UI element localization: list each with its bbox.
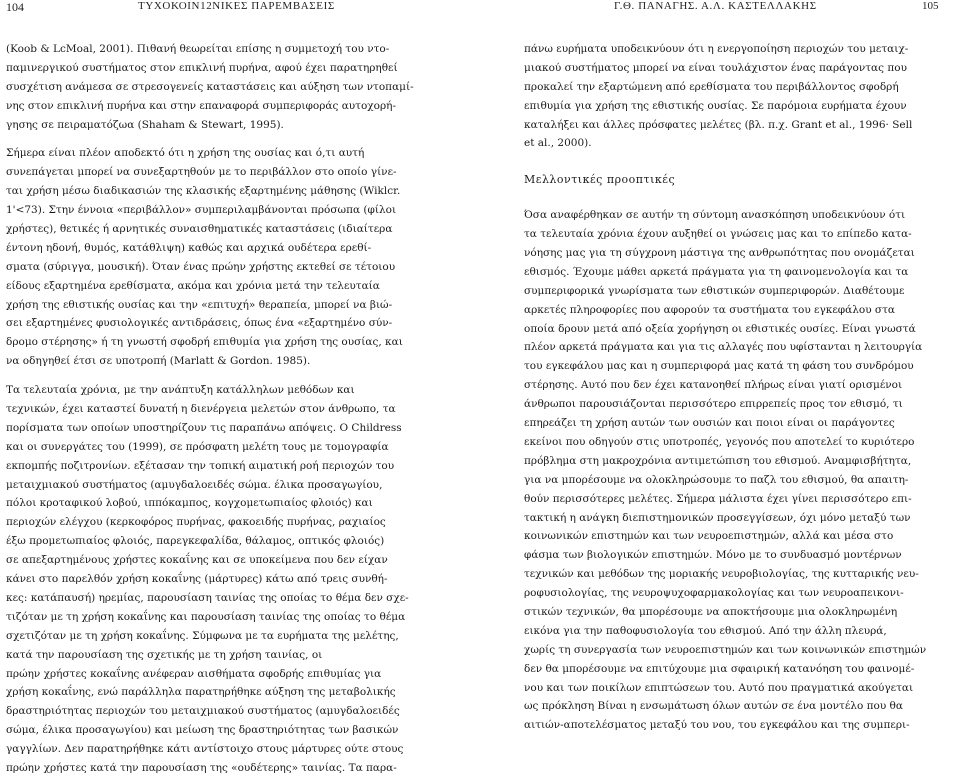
text-line: οποία δρουν μετά από οξεία χορήγηση οι εθιστικές ουσίες. Είναι γνωστά: [524, 322, 916, 335]
running-header: [0, 0, 960, 18]
paragraph: [524, 206, 954, 735]
text-line: στέρησης. Αυτό που δεν έχει κατανοηθεί πλήρως είναι γιατί ορισμένοι: [524, 379, 903, 392]
text-line: πλέον αρκετά πράγματα και για τις αλλαγές που υφίστανται η λειτουργία: [524, 341, 923, 354]
text-line: και οι συνεργάτες του (1999), σε πρόσφατη μελέτη τους με τομογραφία: [6, 440, 389, 453]
text-line: άνθρωποι παρουσιάζονται περισσότερο επιρρεπείς προς τον εθισμό, τι: [524, 398, 903, 411]
text-line: χρήση της εθιστικής ουσίας και την «επιτυχή» θεραπεία, μπορεί να βιώ-: [6, 298, 393, 311]
text-line: πάνω ευρήματα υποδεικνύουν ότι η ενεργοποίηση περιοχών του μεταιχ-: [524, 43, 909, 55]
text-line: συμπεριφορικά γνωρίσματα των εθιστικών συμπεριφορών. Διαθέτουμε: [524, 284, 905, 297]
text-line: συσχέτιση ανάμεσα σε στρεσογενείς καταστάσεις και αύξηση των ντοπαμί-: [6, 80, 414, 93]
running-title-right: Γ.Θ. ΠΑΝΑΓΗΣ. Α.Λ. ΚΑΣΤΕΛΛΑΚΗΣ: [614, 0, 817, 12]
text-line: προκαλεί την εξαρτώμενη από ερεθίσματα του περιβάλλοντος σφοδρή: [524, 80, 899, 93]
text-line: πόλοι κροταφικού λοβού, ιππόκαμπος, κογχομετωπιαίος φλοιός) και: [6, 497, 373, 510]
text-line: Τα τελευταία χρόνια, με την ανάπτυξη κατάλληλων μεθόδων και: [6, 384, 355, 397]
text-line: εικόνα για την παθοφυσιολογία του εθισμού. Από την άλλη πλευρά,: [524, 624, 887, 637]
page-number-left: 104: [6, 0, 24, 14]
text-line: έντονη ηδονή, θυμός, κατάθλιψη) καθώς και αρχικά ουδέτερα ερεθί-: [6, 241, 372, 254]
text-line: ως πρόκληση Βίναι η ενσωμάτωση όλων αυτών σε ένα μοντέλο που θα: [524, 700, 903, 713]
right-column-intro: [524, 40, 954, 153]
text-line: εθισμός. Έχουμε μάθει αρκετά πράγματα για τη φαινομενολογία και τα: [524, 265, 909, 278]
text-line: τιζόταν με τη χρήση κοκαΐνης και παρουσίαση ταινίας της οποίας το θέμα: [6, 610, 406, 623]
text-line: ται χρήση μέσω διαδικασιών της κλασικής εξαρτημένης μάθησης (Wiklcr.: [6, 185, 401, 198]
paragraph: [6, 381, 426, 778]
text-line: χρήση κοκαΐνης, ενώ παράλληλα παρατηρήθηκε αύξηση της μεταβολικής: [6, 686, 396, 699]
text-line: σχετιζόταν με τη χρήση κοκαΐνης. Σύμφωνα με τα ευρήματα της μελέτης,: [6, 629, 399, 642]
text-line: σματα (σύριγγα, μουσική). Όταν ένας πρώην χρήστης εκτεθεί σε τέτοιου: [6, 260, 396, 273]
text-line: μεταιχμιακού συστήματος (αμυγδαλοειδές σώμα. έλικα προσαγωγίου,: [6, 478, 383, 491]
text-line: et al., 2000).: [524, 137, 592, 150]
text-line: γησης σε πειραματόζωα (Shaham & Stewart, 1995).: [6, 118, 284, 131]
right-column-body: [524, 206, 954, 735]
text-line: σώμα, έλικα προσαγωγίου) και μείωση της δραστηριότητας των βασικών: [6, 724, 399, 737]
text-line: να οδηγηθεί έτσι σε υποτροπή (Marlatt & Gordon. 1985).: [6, 355, 311, 368]
text-line: συνεπάγεται μπορεί να συνεξαρτηθούν με το περιβάλλον στο οποίο γίνε-: [6, 166, 397, 179]
text-line: εκπομπής ποζιτρονίων. εξέτασαν την τοπική αιματική ροή περιοχών του: [6, 459, 395, 472]
text-line: φάσμα των βιολογικών επιστημών. Μόνο με το συνδυασμό μοντέρνων: [524, 549, 902, 562]
page-number-right: 105: [922, 0, 939, 12]
text-line: εκείνοι που οδηγούν στις υποτροπές, γεγονός που αποτελεί το κυριότερο: [524, 435, 915, 448]
text-line: θούν περισσότερες μελέτες. Σήμερα μάλιστα έχει γίνει περισσότερο επι-: [524, 492, 912, 505]
text-line: (Koob & LcMoal, 2001). Πιθανή θεωρείται επίσης η συμμετοχή του ντο-: [6, 43, 390, 55]
right-column: [524, 40, 954, 735]
paragraph: [524, 40, 954, 153]
text-line: παμινεργικού συστήματος στον επικλινή πυρήνα, αφού έχει παρατηρηθεί: [6, 61, 398, 74]
text-line: κες: κατάπαυσή) ηρεμίας, παρουσίαση ταινίας της οποίας το θέμα δεν σχε-: [6, 591, 409, 604]
text-line: τακτική η ανάγκη διεπιστημονικών προσεγγίσεων, όχι μόνο μεταξύ των: [524, 511, 911, 524]
text-line: πρώην χρήστες κατά την παρουσίαση της «ουδέτερης» ταινίας. Τα παρα-: [6, 761, 397, 774]
text-line: στικών τεχνικών, θα μπορέσουμε να αποκτήσουμε μια ολοκληρωμένη: [524, 605, 898, 618]
paragraph: [6, 144, 426, 371]
text-line: για να μπορέσουμε να ολοκληρώσουμε το παζλ του εθισμού, θα απαιτη-: [524, 473, 909, 486]
text-line: πορίσματα των οποίων υποστηρίζουν τις παραπάνω απόψεις. Ο Childress: [6, 421, 402, 434]
text-line: του εγκεφάλου μας και η συμπεριφορά μας κατά τη φάση του συνδρόμου: [524, 360, 914, 373]
text-line: περιοχών ελέγχου (κερκοφόρος πυρήνας, φακοειδής πυρήνας, ραχιαίος: [6, 516, 386, 529]
text-line: κατά την παρουσίαση της σχετικής με τη χρήση ταινίας, οι: [6, 648, 323, 661]
text-line: αιτιών-αποτελέσματος μεταξύ του νου, του εγκεφάλου και της συμπερι-: [524, 719, 910, 732]
running-title-left: ΤΥΧΟΚΟΙΝ12ΝΙΚΕΣ ΠΑΡΕΜΒΑΣΕΙΣ: [138, 0, 335, 12]
text-line: είδους εξαρτημένα ερεθίσματα, ακόμα και χρόνια μετά την τελευταία: [6, 279, 380, 292]
text-line: νόησης μας για τη σύγχρονη μάστιγα της ανθρωπότητας που ονομάζεται: [524, 247, 915, 260]
text-line: κοινωνικών επιστημών και των νευροεπιστημών, αλλά και μέσα στο: [524, 530, 894, 543]
section-heading: Μελλοντικές προοπτικές: [524, 173, 676, 187]
text-line: αρκετές πληροφορίες που αφορούν τα συστήματα του εγκεφάλου στα: [524, 303, 895, 316]
text-line: δραστηριότητας περιοχών του μεταιχμιακού συστήματος (αμυγδαλοειδές: [6, 705, 400, 718]
text-line: νου και των ποικίλων επιπτώσεων του. Αυτό που πραγματικά ακούγεται: [524, 681, 914, 694]
text-line: πρώην χρήστες κοκαΐνης ανέφεραν αισθήματα σφοδρής επιθυμίας για: [6, 667, 382, 680]
text-line: πρόβλημα στη μακροχρόνια αντιμετώπιση του εθισμού. Αναμφισβήτητα,: [524, 454, 912, 467]
text-line: Σήμερα είναι πλέον αποδεκτό ότι η χρήση της ουσίας και ό,τι αυτή: [6, 147, 365, 160]
text-line: Όσα αναφέρθηκαν σε αυτήν τη σύντομη ανασκόπηση υποδεικνύουν ότι: [524, 209, 906, 222]
text-line: γαγγλίων. Δεν παρατηρήθηκε κάτι αντίστοιχο στους μάρτυρες ούτε στους: [6, 743, 404, 756]
text-line: δεν θα μπορέσουμε να επιτύχουμε μια σφαιρική κατανόηση του φαινομέ-: [524, 662, 915, 675]
left-column: [6, 40, 426, 778]
text-line: δρομο στέρησης» ή τη γνωστή σφοδρή επιθυμία για χρήση της ουσίας, και: [6, 336, 403, 349]
text-line: τεχνικών και μεθόδων της μοριακής νευροβιολογίας, της κυτταρικής νευ-: [524, 568, 919, 581]
paragraph: [6, 40, 426, 134]
text-line: μιακού συστήματος μπορεί να είναι τουλάχιστον ένας παράγοντας που: [524, 61, 907, 74]
text-line: χωρίς τη συνεργασία των νευροεπιστημών και των κοινωνικών επιστημών: [524, 643, 927, 656]
text-line: επηρεάζει τη χρήση αυτών των ουσιών και ποιοι είναι οι παράγοντες: [524, 417, 895, 430]
text-line: καταλήξει και άλλες πρόσφατες μελέτες (βλ. π.χ. Grant et al., 1996· Sell: [524, 118, 913, 131]
text-line: νης στον επικλινή πυρήνα και στην επαναφορά συμπεριφοράς αυτοχορή-: [6, 99, 397, 112]
text-line: επιθυμία για χρήση της εθιστικής ουσίας. Σε παρόμοια ευρήματα έχουν: [524, 99, 907, 112]
text-line: 1'<73). Στην έννοια «περιβάλλον» συμπεριλαμβάνονται πρόσωπα (φίλοι: [6, 204, 397, 217]
text-line: χρήστες), θετικές ή αρνητικές συναισθηματικές καταστάσεις (ιδιαίτερα: [6, 223, 393, 236]
text-line: τεχνικών, έχει καταστεί δυνατή η διενέργεια μελετών στον άνθρωπο, τα: [6, 403, 396, 416]
text-line: έξω προμετωπιαίος φλοιός, παρεγκεφαλίδα, θάλαμος, οπτικός φλοιός): [6, 535, 385, 548]
text-line: σε απεξαρτημένους χρήστες κοκαΐνης και σε υποκείμενα που δεν είχαν: [6, 554, 388, 567]
text-line: κάνει στο παρελθόν χρήση κοκαΐνης (μάρτυρες) κάτω από τρεις συνθή-: [6, 573, 388, 586]
text-line: ροφυσιολογίας, της νευροψυχοφαρμακολογίας και των νευροαπεικονι-: [524, 587, 904, 600]
text-line: σει εξαρτημένες φυσιολογικές αντιδράσεις, όπως ένα «εξαρτημένο σύν-: [6, 317, 393, 330]
text-line: τα τελευταία χρόνια έχουν αυξηθεί οι γνώσεις μας και το επίπεδο κατα-: [524, 228, 912, 241]
